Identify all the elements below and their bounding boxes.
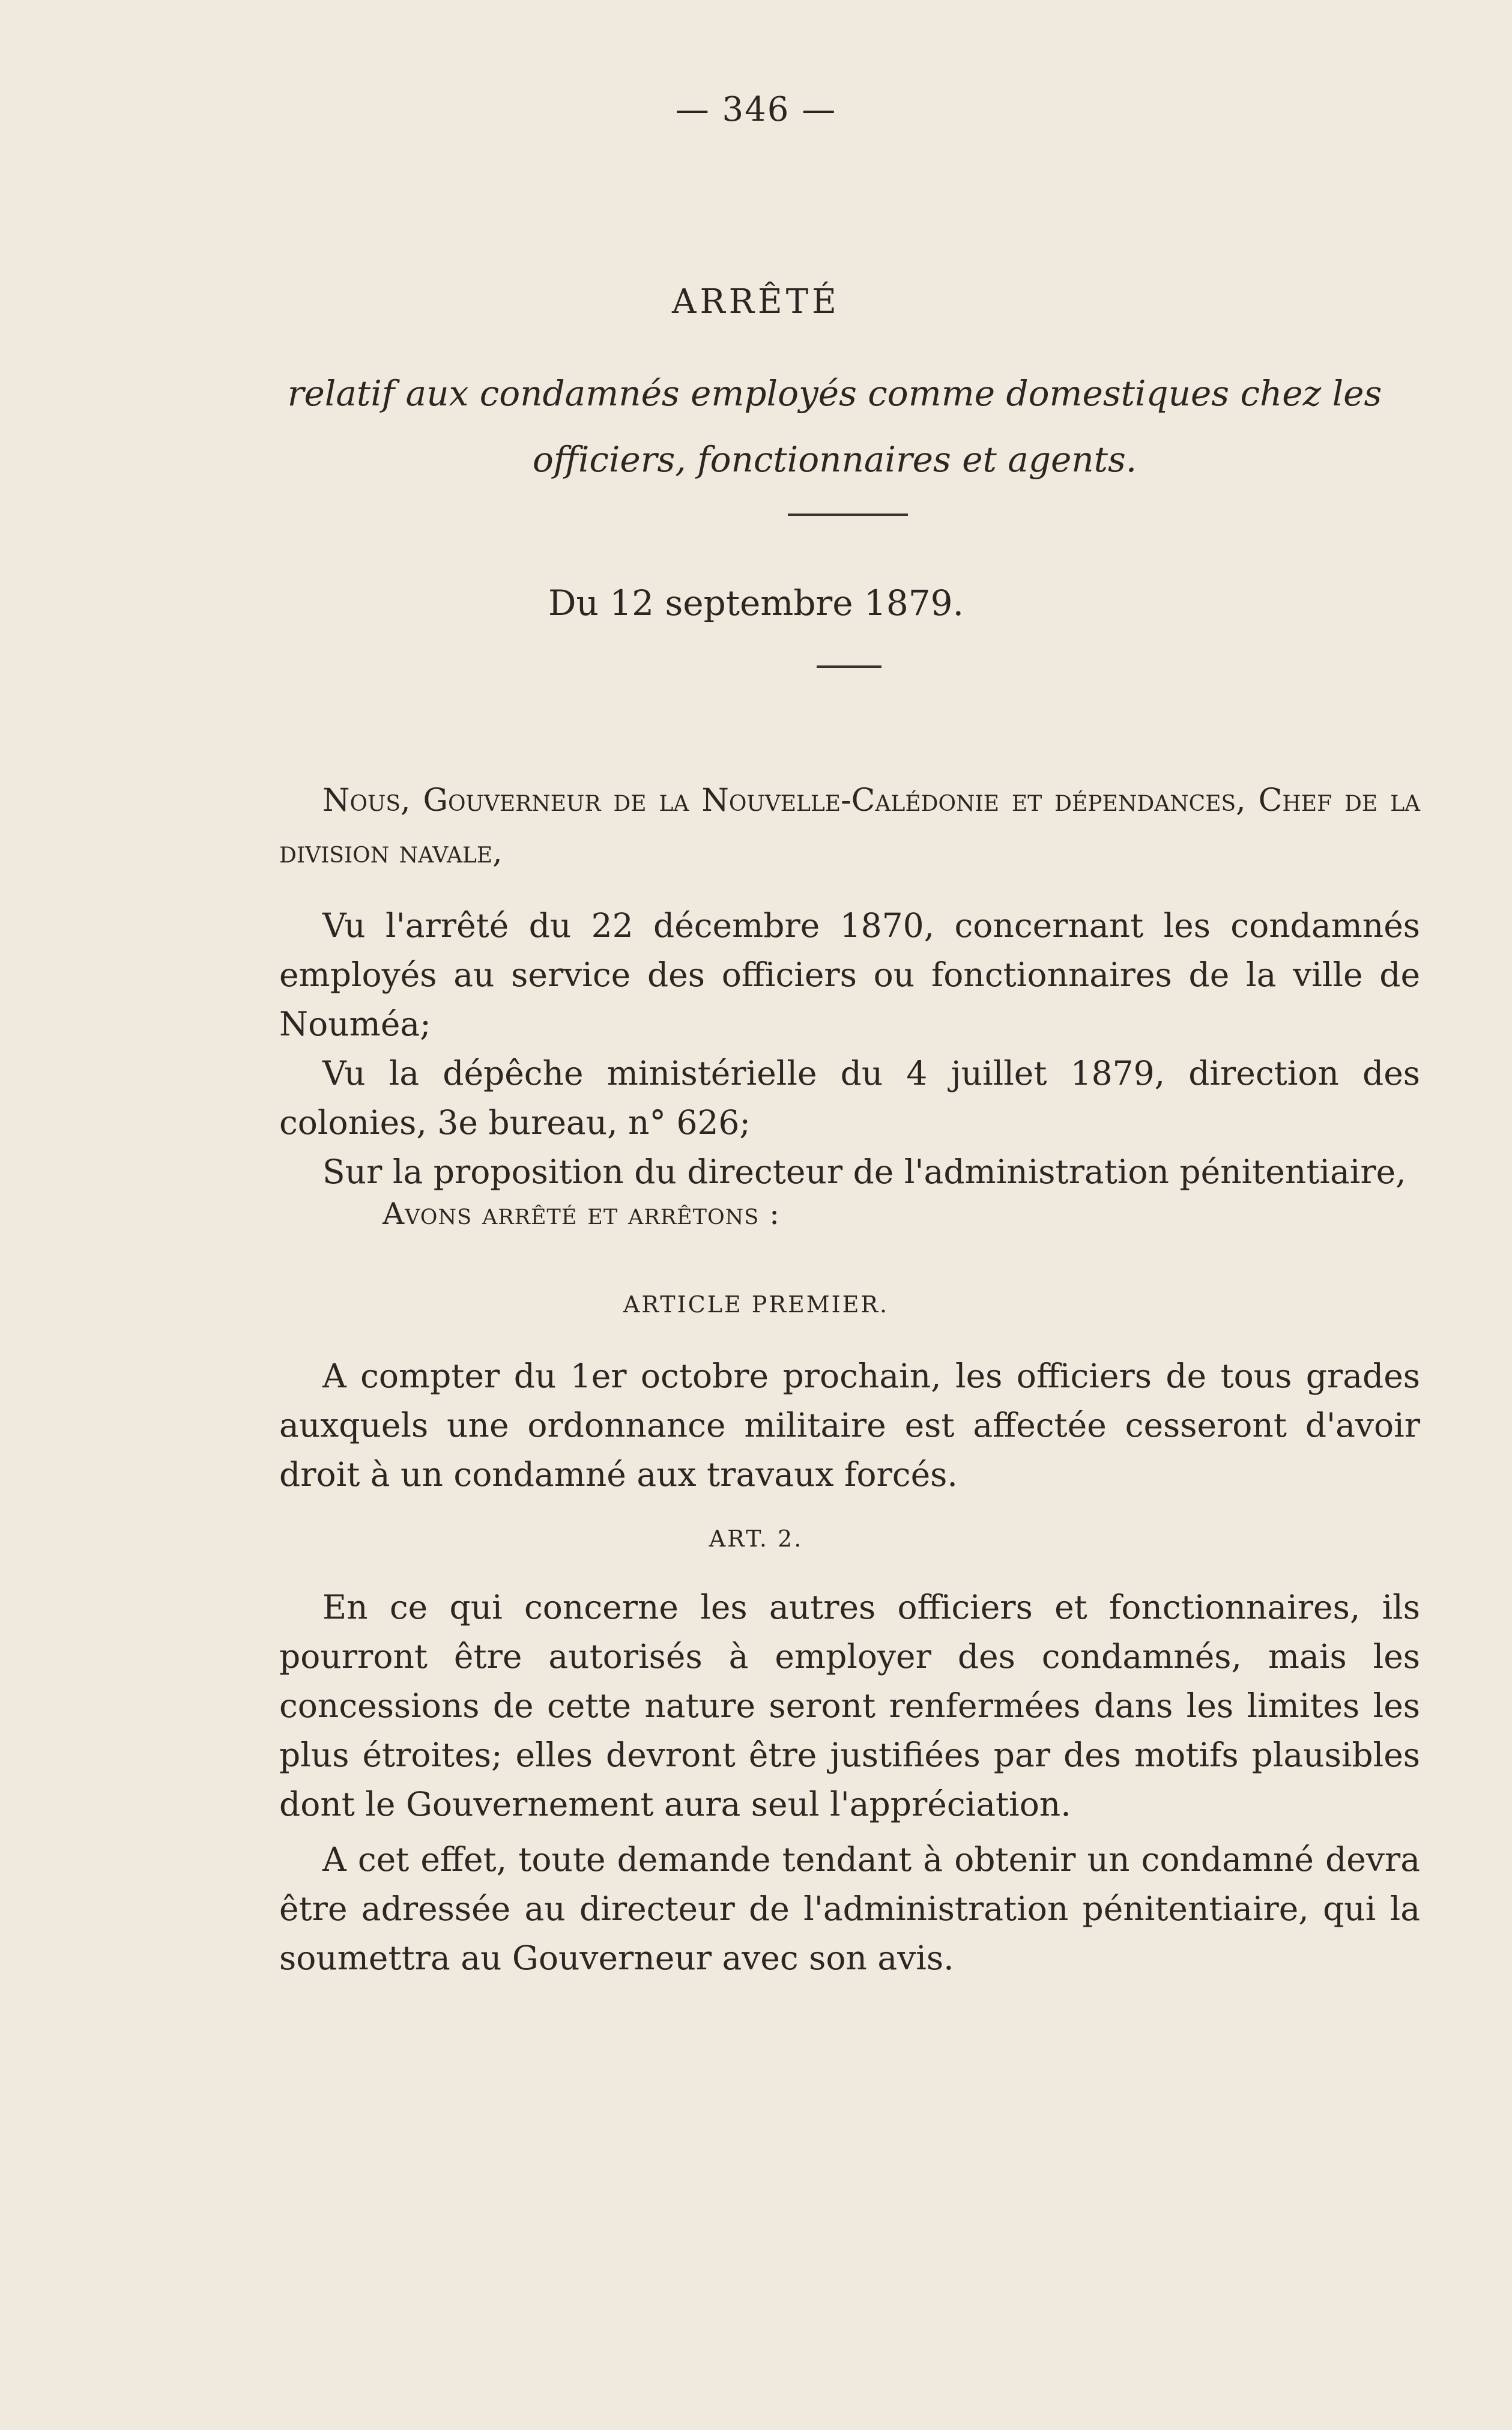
article-paragraph: En ce qui concerne les autres officiers et fonctionnaires, ils pourront être autorisés à employer des condamnés, mais les concessions de cette nature seront renfermées dans les limites les plus étroites; elles devront être justifiées par des motifs plausibles dont le Gouvernement aura seul l'appréciation. [279,1588,1420,1823]
document-subtitle: relatif aux condamnés employés comme domestiques chez les officiers, fonctionnaires et agents. [287,373,1382,480]
visa-paragraph: Sur la proposition du directeur de l'administration pénitentiaire, [322,1153,1406,1191]
article-paragraph: A cet effet, toute demande tendant à obtenir un condamné devra être adressée au directeur de l'administration pénitentiaire, qui la soumettra au Gouverneur avec son avis. [279,1840,1420,1977]
document-date: Du 12 septembre 1879. [548,583,964,623]
preamble-visas [279,901,1420,1196]
document-title: ARRÊTÉ [672,282,840,321]
separator-rule [817,665,881,668]
article-paragraph: A compter du 1er octobre prochain, les officiers de tous grades auxquels une ordonnance militaire est affectée cesseront d'avoir droit à un condamné aux travaux forcés. [279,1357,1420,1494]
separator-rule [788,514,908,516]
article-heading: ART. 2. [709,1526,803,1552]
preamble-intro: Nous, Gouverneur de la Nouvelle-Calédonie et dépendances, Chef de la division navale, [279,783,1420,870]
article-body [279,1351,1420,1499]
article-body [279,1583,1420,1983]
article-heading: ARTICLE PREMIER. [623,1291,889,1318]
enacting-formula: Avons arrêté et arrêtons : [383,1196,780,1231]
visa-paragraph: Vu la dépêche ministérielle du 4 juillet 1879, direction des colonies, 3e bureau, n° 626; [279,1054,1420,1142]
visa-paragraph: Vu l'arrêté du 22 décembre 1870, concernant les condamnés employés au service des officiers ou fonctionnaires de la ville de Nouméa; [279,906,1420,1043]
page-number: — 346 — [675,90,837,129]
